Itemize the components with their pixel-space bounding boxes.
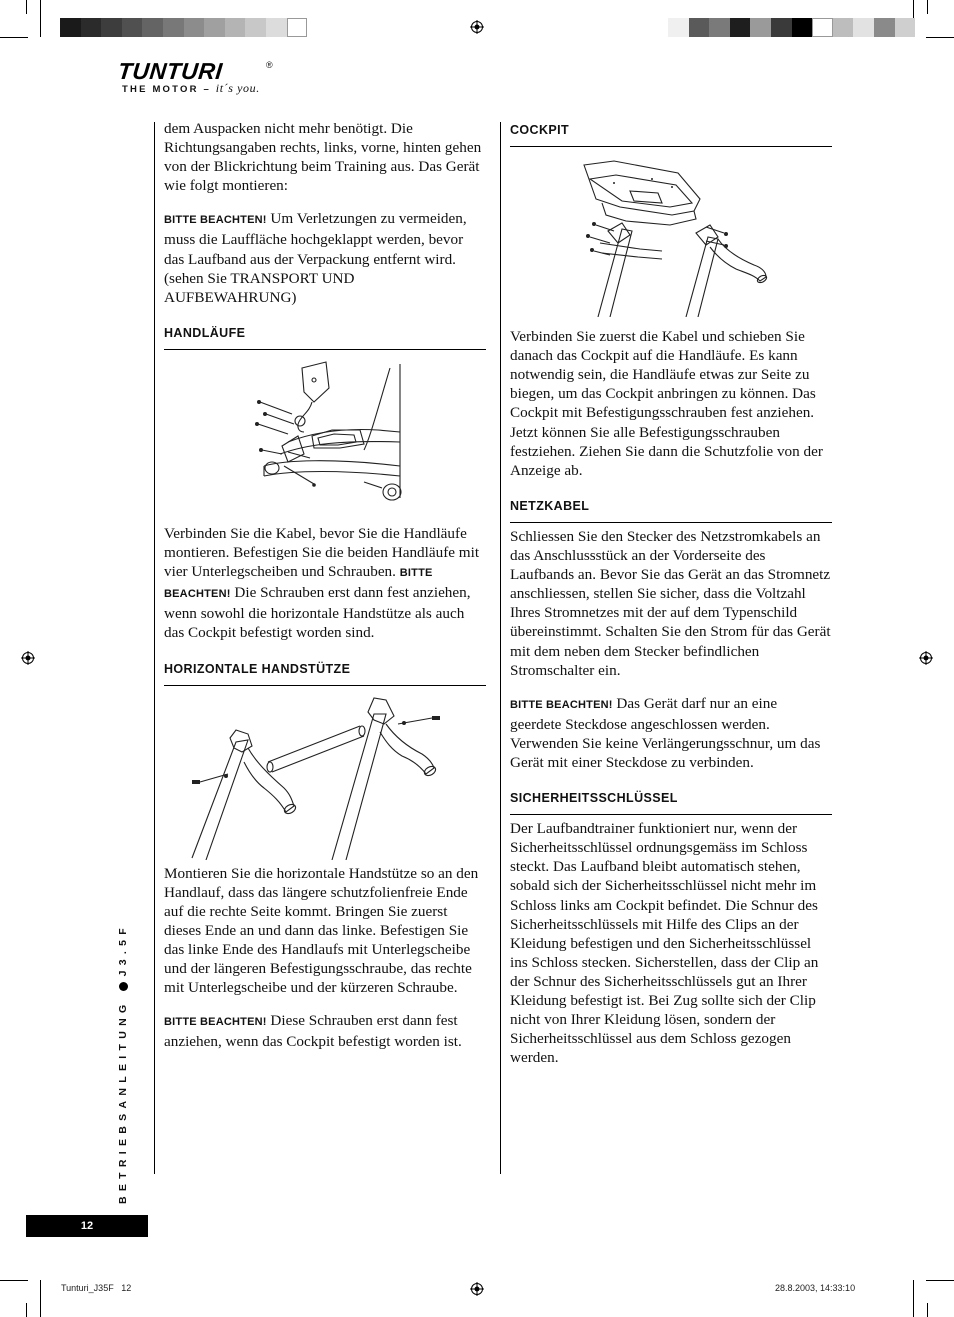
section-heading-sicherheitsschluessel: SICHERHEITSSCHLÜSSEL xyxy=(510,789,832,815)
color-calibration-strip xyxy=(668,18,915,37)
calibration-swatch xyxy=(101,18,122,37)
registration-mark-icon xyxy=(470,20,484,34)
calibration-swatch xyxy=(142,18,163,37)
calibration-swatch xyxy=(163,18,184,37)
calibration-swatch xyxy=(266,18,287,37)
column-rule xyxy=(154,122,155,1174)
page-number: 12 xyxy=(26,1215,148,1237)
section-heading-horizontale-handstuetze: HORIZONTALE HANDSTÜTZE xyxy=(164,660,486,686)
intro-note xyxy=(164,209,486,306)
crop-mark xyxy=(40,1280,41,1317)
tagline-script: it´s you. xyxy=(215,81,260,95)
tagline-prefix: THE MOTOR – xyxy=(122,84,211,95)
section-heading-handlaeufe: HANDLÄUFE xyxy=(164,324,486,350)
calibration-swatch xyxy=(122,18,143,37)
model-label: J3.5F xyxy=(117,922,129,977)
calibration-swatch xyxy=(81,18,102,37)
brand-logo: TUNTURI xyxy=(116,58,224,84)
horizontale-note xyxy=(164,1011,486,1051)
handrail-assembly-illustration xyxy=(164,358,486,520)
crop-mark xyxy=(927,1303,928,1317)
cockpit-paragraph: Verbinden Sie zuerst die Kabel und schieben Sie danach das Cockpit auf die Handläufe. Es kann notwendig sein, die Handläufe etwas zur Seite zu biegen, um das Cockpit anbringen zu können. Das Cockpit mit Befestigungsschrauben fest anziehen. Jetzt können Sie alle Befestigungsschrauben festziehen. Ziehen Sie dann die Schutzfolie von der Anzeige ab. xyxy=(510,328,823,479)
crop-mark xyxy=(927,0,928,14)
calibration-swatch xyxy=(895,18,916,37)
handlaeufe-paragraph xyxy=(164,524,486,643)
note-text: Das Gerät darf nur an eine geerdete Steckdose angeschlossen werden. Verwenden Sie keine Verlängerungsschnur, um das Gerät mit einer Steckdose zu verbinden. xyxy=(510,694,821,771)
footer-timestamp: 28.8.2003, 14:33:10 xyxy=(775,1283,856,1293)
note-text: Um Verletzungen zu vermeiden, muss die Lauffläche hochgeklappt werden, bevor das Laufband aus der Verpackung entfernt wird. (sehen Sie TRANSPORT UND AUFBEWAHRUNG) xyxy=(164,210,467,306)
left-column xyxy=(164,119,486,1051)
calibration-swatch xyxy=(204,18,225,37)
brand-tagline xyxy=(122,81,260,96)
calibration-swatch xyxy=(812,18,833,37)
calibration-swatch xyxy=(287,18,308,37)
calibration-swatch xyxy=(709,18,730,37)
crop-mark xyxy=(40,0,41,37)
note-text: Diese Schrauben erst dann fest anziehen, wenn das Cockpit befestigt worden ist. xyxy=(164,1012,462,1051)
calibration-swatch xyxy=(730,18,751,37)
horizontale-paragraph: Montieren Sie die horizontale Handstütze so an den Handlauf, dass das längere schutzfolienfreie Ende auf die rechte Seite kommt. Bringen Sie zuerst dieses Ende an und dann das linke. Befestigen Sie das linke Ende des Handlaufs mit Unterlegscheibe und der längeren Befestigungsschraube, das rechte mit Unterlegscheibe und der kürzeren Schraube. xyxy=(164,864,479,997)
note-label: BITTE BEACHTEN! xyxy=(164,1016,267,1029)
cockpit-assembly-illustration xyxy=(510,159,832,317)
handlaeufe-text: Verbinden Sie die Kabel, bevor Sie die Handläufe montieren. Befestigen Sie die beiden Handläufe mit vier Unterlegscheiben und Schrauben. xyxy=(164,524,480,581)
column-rule xyxy=(500,122,501,1174)
manual-label: BETRIEBSANLEITUNG xyxy=(117,999,129,1204)
crop-mark xyxy=(0,1280,28,1281)
registration-mark-icon xyxy=(21,651,35,665)
calibration-swatch xyxy=(225,18,246,37)
calibration-swatch xyxy=(60,18,81,37)
crop-mark xyxy=(26,0,27,14)
note-label: BITTE BEACHTEN! xyxy=(510,698,613,711)
section-heading-netzkabel: NETZKABEL xyxy=(510,497,832,523)
crop-mark xyxy=(913,1280,914,1317)
calibration-swatch xyxy=(771,18,792,37)
registration-mark-icon xyxy=(470,1282,484,1296)
registration-mark-icon xyxy=(919,651,933,665)
calibration-swatch xyxy=(668,18,689,37)
crop-mark xyxy=(926,37,954,38)
netzkabel-paragraph: Schliessen Sie den Stecker des Netzstromkabels an das Anschlussstück an der Vorderseite des Laufbands an. Bevor Sie das Gerät an das Stromnetz anschliessen, stellen Sie sicher, dass die Voltzahl Ihres Stromnetzes mit der auf dem Typenschild übereinstimmt. Schalten Sie den Strom für das Gerät mit dem neben dem Stecker befindlichen Stromschalter ein. xyxy=(510,527,831,679)
note-label: BITTE BEACHTEN! xyxy=(164,567,433,601)
sicherheit-paragraph: Der Laufbandtrainer funktioniert nur, wenn der Sicherheitsschlüssel ordnungsgemäss im Schloss steckt. Das Laufband bleibt automatisch stehen, sobald sich der Sicherheitsschlüssel nicht mehr im Schloss links am Cockpit befindet. Die Schnur des Sicherheitsschlüssels mit Hilfe des Clips an der Kleidung befestigen und den Sicherheitsschlüssel ins Schloss stecken. Sicherstellen, dass der Clip an der Schnur des Sicherheitsschlüssels gut an Ihrer Kleidung befestigt ist. Bei Zug sollte sich der Clip nicht von Ihrer Kleidung lösen, sondern der Sicherheitsschlüssel aus dem Schloss gezogen werden. xyxy=(510,820,819,1067)
right-column xyxy=(510,121,832,1067)
calibration-swatch xyxy=(792,18,813,37)
section-heading-cockpit: COCKPIT xyxy=(510,121,832,147)
registered-mark: ® xyxy=(266,60,273,70)
calibration-swatch xyxy=(853,18,874,37)
intro-paragraph: dem Auspacken nicht mehr benötigt. Die Richtungsangaben rechts, links, vorne, hinten gehen von der Blickrichtung beim Training aus. Das Gerät wie folgt montieren: xyxy=(164,120,482,195)
crop-mark xyxy=(26,1303,27,1317)
calibration-swatch xyxy=(833,18,854,37)
crop-mark xyxy=(926,1280,954,1281)
calibration-swatch xyxy=(874,18,895,37)
horizontal-handrail-illustration xyxy=(164,690,486,860)
note-label: BITTE BEACHTEN! xyxy=(164,214,267,227)
color-calibration-strip xyxy=(60,18,307,37)
footer-filename: Tunturi_J35F 12 xyxy=(61,1283,132,1293)
side-manual-label xyxy=(117,923,129,1204)
calibration-swatch xyxy=(184,18,205,37)
crop-mark xyxy=(0,37,28,38)
note-text: Die Schrauben erst dann fest anziehen, wenn sowohl die horizontale Handstütze als auch das Cockpit befestigt worden sind. xyxy=(164,584,471,642)
netzkabel-note xyxy=(510,694,832,772)
calibration-swatch xyxy=(750,18,771,37)
calibration-swatch xyxy=(689,18,710,37)
calibration-swatch xyxy=(245,18,266,37)
bullet-dot-icon xyxy=(119,982,128,991)
